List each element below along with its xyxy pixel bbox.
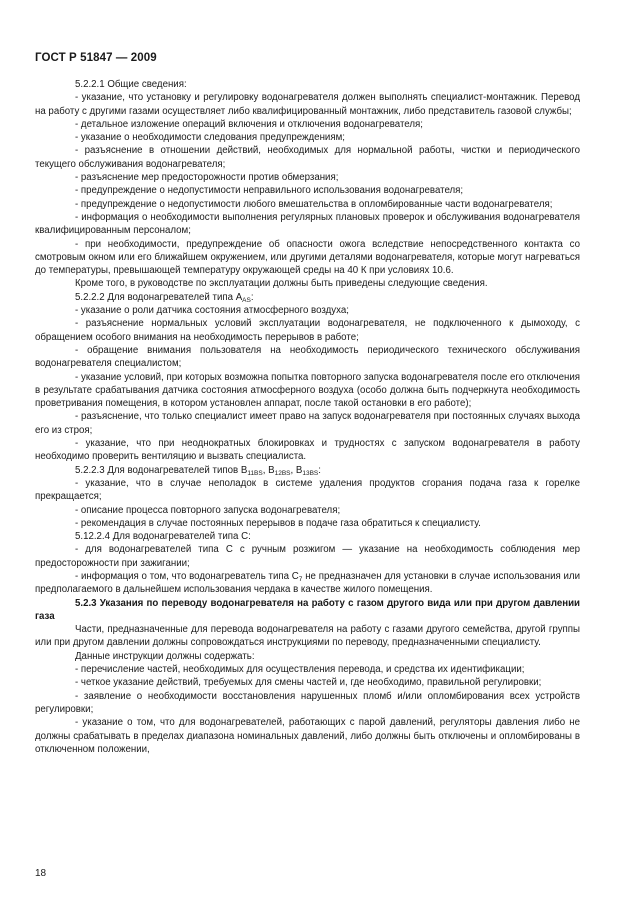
list-item [35, 570, 580, 597]
subsection-heading-b [35, 464, 580, 477]
paragraph: Данные инструкции должны содержать: [75, 650, 255, 662]
heading-prefix: 5.2.2.2 Для водонагревателей типа A [75, 291, 243, 303]
heading-prefix: 5.2.2.3 Для водонагревателей типов B [75, 464, 248, 476]
heading-separator: , B [290, 464, 303, 476]
paragraph: - разъяснение мер предосторожности против обмерзания; [75, 172, 339, 184]
item-suffix: не предназначен для установки в случае использования или предполагаемого в дальнейшем использования чердака в качестве жилого помещения. [35, 570, 580, 596]
item-prefix: - информация о том, что водонагреватель типа С [75, 570, 299, 582]
subsection-heading-c: 5.12.2.4 Для водонагревателей типа С: [75, 531, 251, 543]
list-item: - указание о том, что для водонагревателей, работающих с парой давлений, регуляторы давления либо не должны срабатывать в пределах диапазона номинальных давлений, либо должны быть отключены и опломбированы в отключенном положении, [35, 717, 580, 755]
subsection-heading-aas [35, 291, 580, 304]
paragraph: Части, предназначенные для перевода водонагревателя на работу с газами другого семейства, другой группы или при другом давлении должны сопровождаться инструкциями по переводу, предназначенными специалисту. [35, 624, 580, 649]
heading-suffix: : [318, 464, 321, 476]
paragraph: - информация о необходимости выполнения регулярных плановых проверок и обслуживания водонагревателя квалифицированным персоналом; [35, 211, 580, 237]
list-item: - указание, что в случае неполадок в системе удаления продуктов сгорания подача газа к горелке прекращается; [35, 477, 580, 503]
list-item: - описание процесса повторного запуска водонагревателя; [75, 504, 341, 516]
type-subscript: 7 [298, 575, 303, 583]
paragraph: - предупреждение о недопустимости неправильного использования водонагревателя; [75, 185, 464, 197]
type-subscript: 11BS [247, 469, 263, 477]
paragraph: - детальное изложение операций включения и отключения водонагревателя; [75, 118, 423, 130]
paragraph: 5.2.2.1 Общие сведения: [75, 79, 187, 90]
paragraph: - предупреждение о недопустимости любого вмешательства в опломбированные части водонагревателя; [75, 198, 553, 210]
page-number: 18 [35, 868, 47, 879]
list-item: - перечисление частей, необходимых для осуществления перевода, и средства их идентификации; [75, 664, 525, 676]
paragraph: - при необходимости, предупреждение об опасности ожога вследствие непосредственного контакта со смотровым окном или его ближайшем окружением, или другими деталями водонагревателя, которые могут нагреваться до температуры, превышающей температуру окружающей среды на 40 К при условиях 10.6. [35, 238, 580, 277]
type-subscript: AS [242, 296, 251, 304]
list-item: - указание, что при неоднократных блокировках и трудностях с запуском водонагревателя в работу необходимо проверить вентиляцию и вызвать специалиста. [35, 438, 580, 463]
list-item: - для водонагревателей типа С с ручным розжигом — указание на необходимость соблюдения мер предосторожности при зажигании; [35, 544, 580, 569]
list-item: - рекомендация в случае постоянных перерывов в подаче газа обратиться к специалисту. [75, 517, 481, 529]
list-item: - указание условий, при которых возможна попытка повторного запуска водонагревателя после его отключения в результате срабатывания датчика состояния атмосферного воздуха (особо должна быть подчеркнута необходимость проветривания помещения, в котором установлен аппарат, после такой остановки в его работе); [35, 371, 580, 410]
list-item: - заявление о необходимости восстановления нарушенных пломб и/или опломбирования всех устройств регулировки; [35, 690, 580, 715]
paragraph: - разъяснение в отношении действий, необходимых для нормальной работы, чистки и периодического текущего обслуживания водонагревателя; [35, 145, 580, 170]
paragraph: - указание, что установку и регулировку водонагревателя должен выполнять специалист-монтажник. Перевод на работу с другими газами осуществляет либо квалифицированный монтажник, либо представитель газовой службы; [35, 92, 580, 117]
section-heading-523: 5.2.3 Указания по переводу водонагревателя на работу с газом другого вида или при другом давлении газа [35, 597, 580, 622]
page-header: ГОСТ Р 51847 — 2009 [35, 52, 157, 64]
list-item: - указание о роли датчика состояния атмосферного воздуха; [75, 305, 349, 317]
document-body [35, 78, 580, 756]
paragraph: Кроме того, в руководстве по эксплуатации должны быть приведены следующие сведения. [75, 278, 488, 290]
list-item: - обращение внимания пользователя на необходимость периодического технического обслуживания водонагревателя специалистом; [35, 344, 580, 370]
paragraph: - указание о необходимости следования предупреждениям; [75, 132, 345, 144]
type-subscript: 12BS [274, 469, 291, 477]
list-item: - разъяснение, что только специалист имеет право на запуск водонагревателя при постоянных случаях выхода его из строя; [35, 411, 580, 436]
type-subscript: 13BS [302, 469, 319, 477]
heading-separator: , B [262, 464, 275, 476]
heading-suffix: : [250, 291, 254, 303]
list-item: - разъяснение нормальных условий эксплуатации водонагревателя, не подключенного к дымоходу, с обращением особого внимания на необходимость перерывов в работе; [35, 318, 580, 343]
list-item: - четкое указание действий, требуемых для смены частей и, где необходимо, правильной регулировки; [75, 677, 542, 689]
